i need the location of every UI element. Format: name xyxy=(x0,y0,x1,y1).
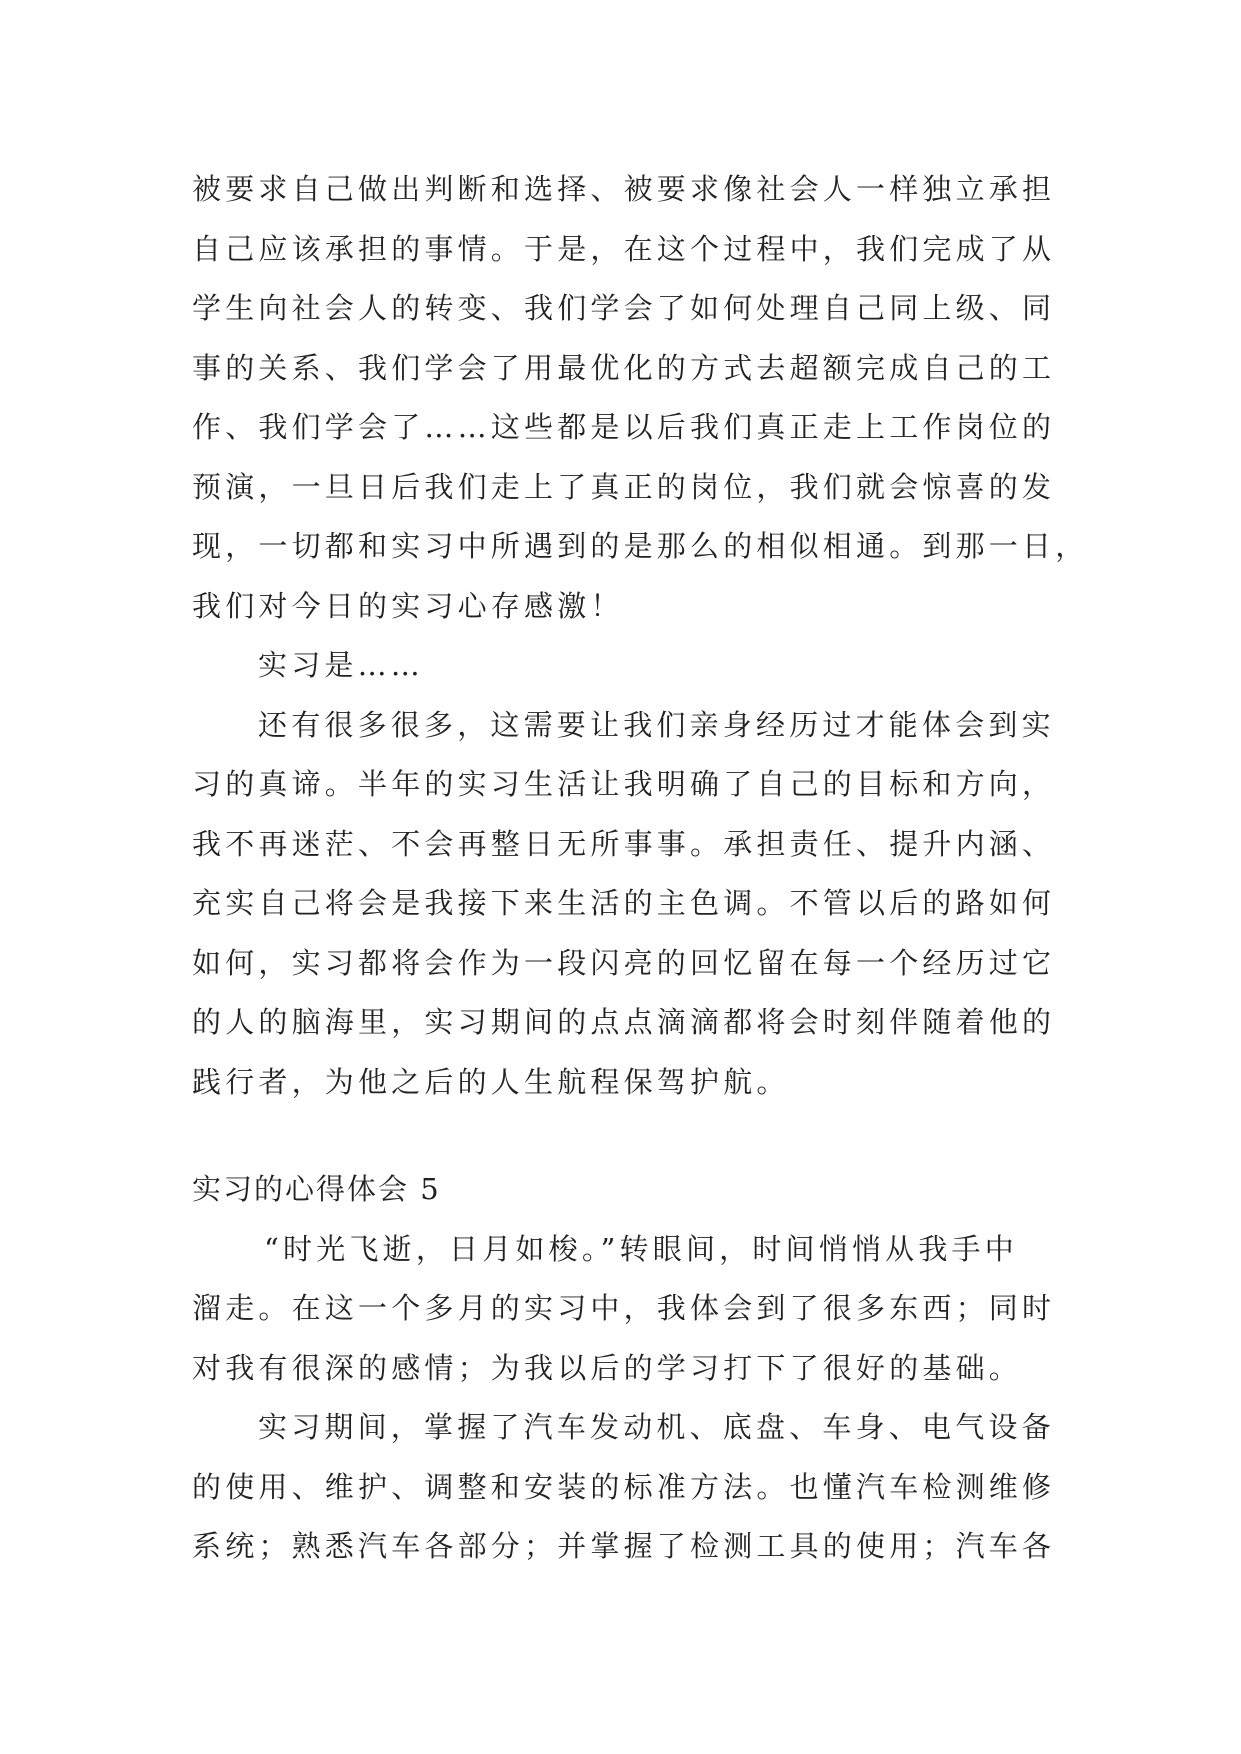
text-line: 我不再迷茫、不会再整日无所事事。承担责任、提升内涵、 xyxy=(192,826,1056,861)
paragraph-1 xyxy=(192,160,1089,636)
text-line: 现，一切都和实习中所遇到的是那么的相似相通。到那一日， xyxy=(192,529,1089,563)
text-line: 的使用、维护、调整和安装的标准方法。也懂汽车检测维修 xyxy=(192,1469,1056,1504)
text-line: 充实自己将会是我接下来生活的主色调。不管以后的路如何 xyxy=(192,886,1056,920)
text-line: 的人的脑海里，实习期间的点点滴滴都将会时刻伴随着他的 xyxy=(192,1005,1056,1039)
document-page xyxy=(192,160,1089,1577)
text-line: 实习是…… xyxy=(258,648,425,682)
text-line: 预演，一旦日后我们走上了真正的岗位，我们就会惊喜的发 xyxy=(192,469,1056,504)
text-line: “时光飞逝，日月如梭。”转眼间，时间悄悄从我手中 xyxy=(264,1231,1018,1266)
text-line: 我们对今日的实习心存感激！ xyxy=(192,588,624,623)
text-line: 如何，实习都将会作为一段闪亮的回忆留在每一个经历过它 xyxy=(192,945,1056,980)
text-line: 践行者，为他之后的人生航程保驾护航。 xyxy=(192,1064,790,1099)
section-paragraph-1 xyxy=(192,1220,1062,1399)
text-line: 作、我们学会了……这些都是以后我们真正走上工作岗位的 xyxy=(192,410,1056,444)
paragraph-2 xyxy=(192,636,1062,696)
text-line: 自己应该承担的事情。于是，在这个过程中，我们完成了从 xyxy=(192,231,1056,266)
section-heading: 实习的心得体会 5 xyxy=(192,1172,441,1206)
text-line: 学生向社会人的转变、我们学会了如何处理自己同上级、同 xyxy=(192,291,1056,325)
text-line: 系统；熟悉汽车各部分；并掌握了检测工具的使用；汽车各 xyxy=(192,1529,1056,1563)
paragraph-3 xyxy=(192,696,1062,1113)
text-line: 对我有很深的感情；为我以后的学习打下了很好的基础。 xyxy=(192,1350,1023,1385)
text-line: 实习期间，掌握了汽车发动机、底盘、车身、电气设备 xyxy=(258,1410,1055,1444)
text-line: 溜走。在这一个多月的实习中，我体会到了很多东西；同时 xyxy=(192,1291,1056,1325)
text-line: 被要求自己做出判断和选择、被要求像社会人一样独立承担 xyxy=(192,172,1056,206)
text-line: 还有很多很多，这需要让我们亲身经历过才能体会到实 xyxy=(258,707,1055,742)
section-paragraph-2 xyxy=(192,1398,1062,1577)
text-line: 习的真谛。半年的实习生活让我明确了自己的目标和方向， xyxy=(192,767,1056,801)
text-line: 事的关系、我们学会了用最优化的方式去超额完成自己的工 xyxy=(192,350,1056,385)
